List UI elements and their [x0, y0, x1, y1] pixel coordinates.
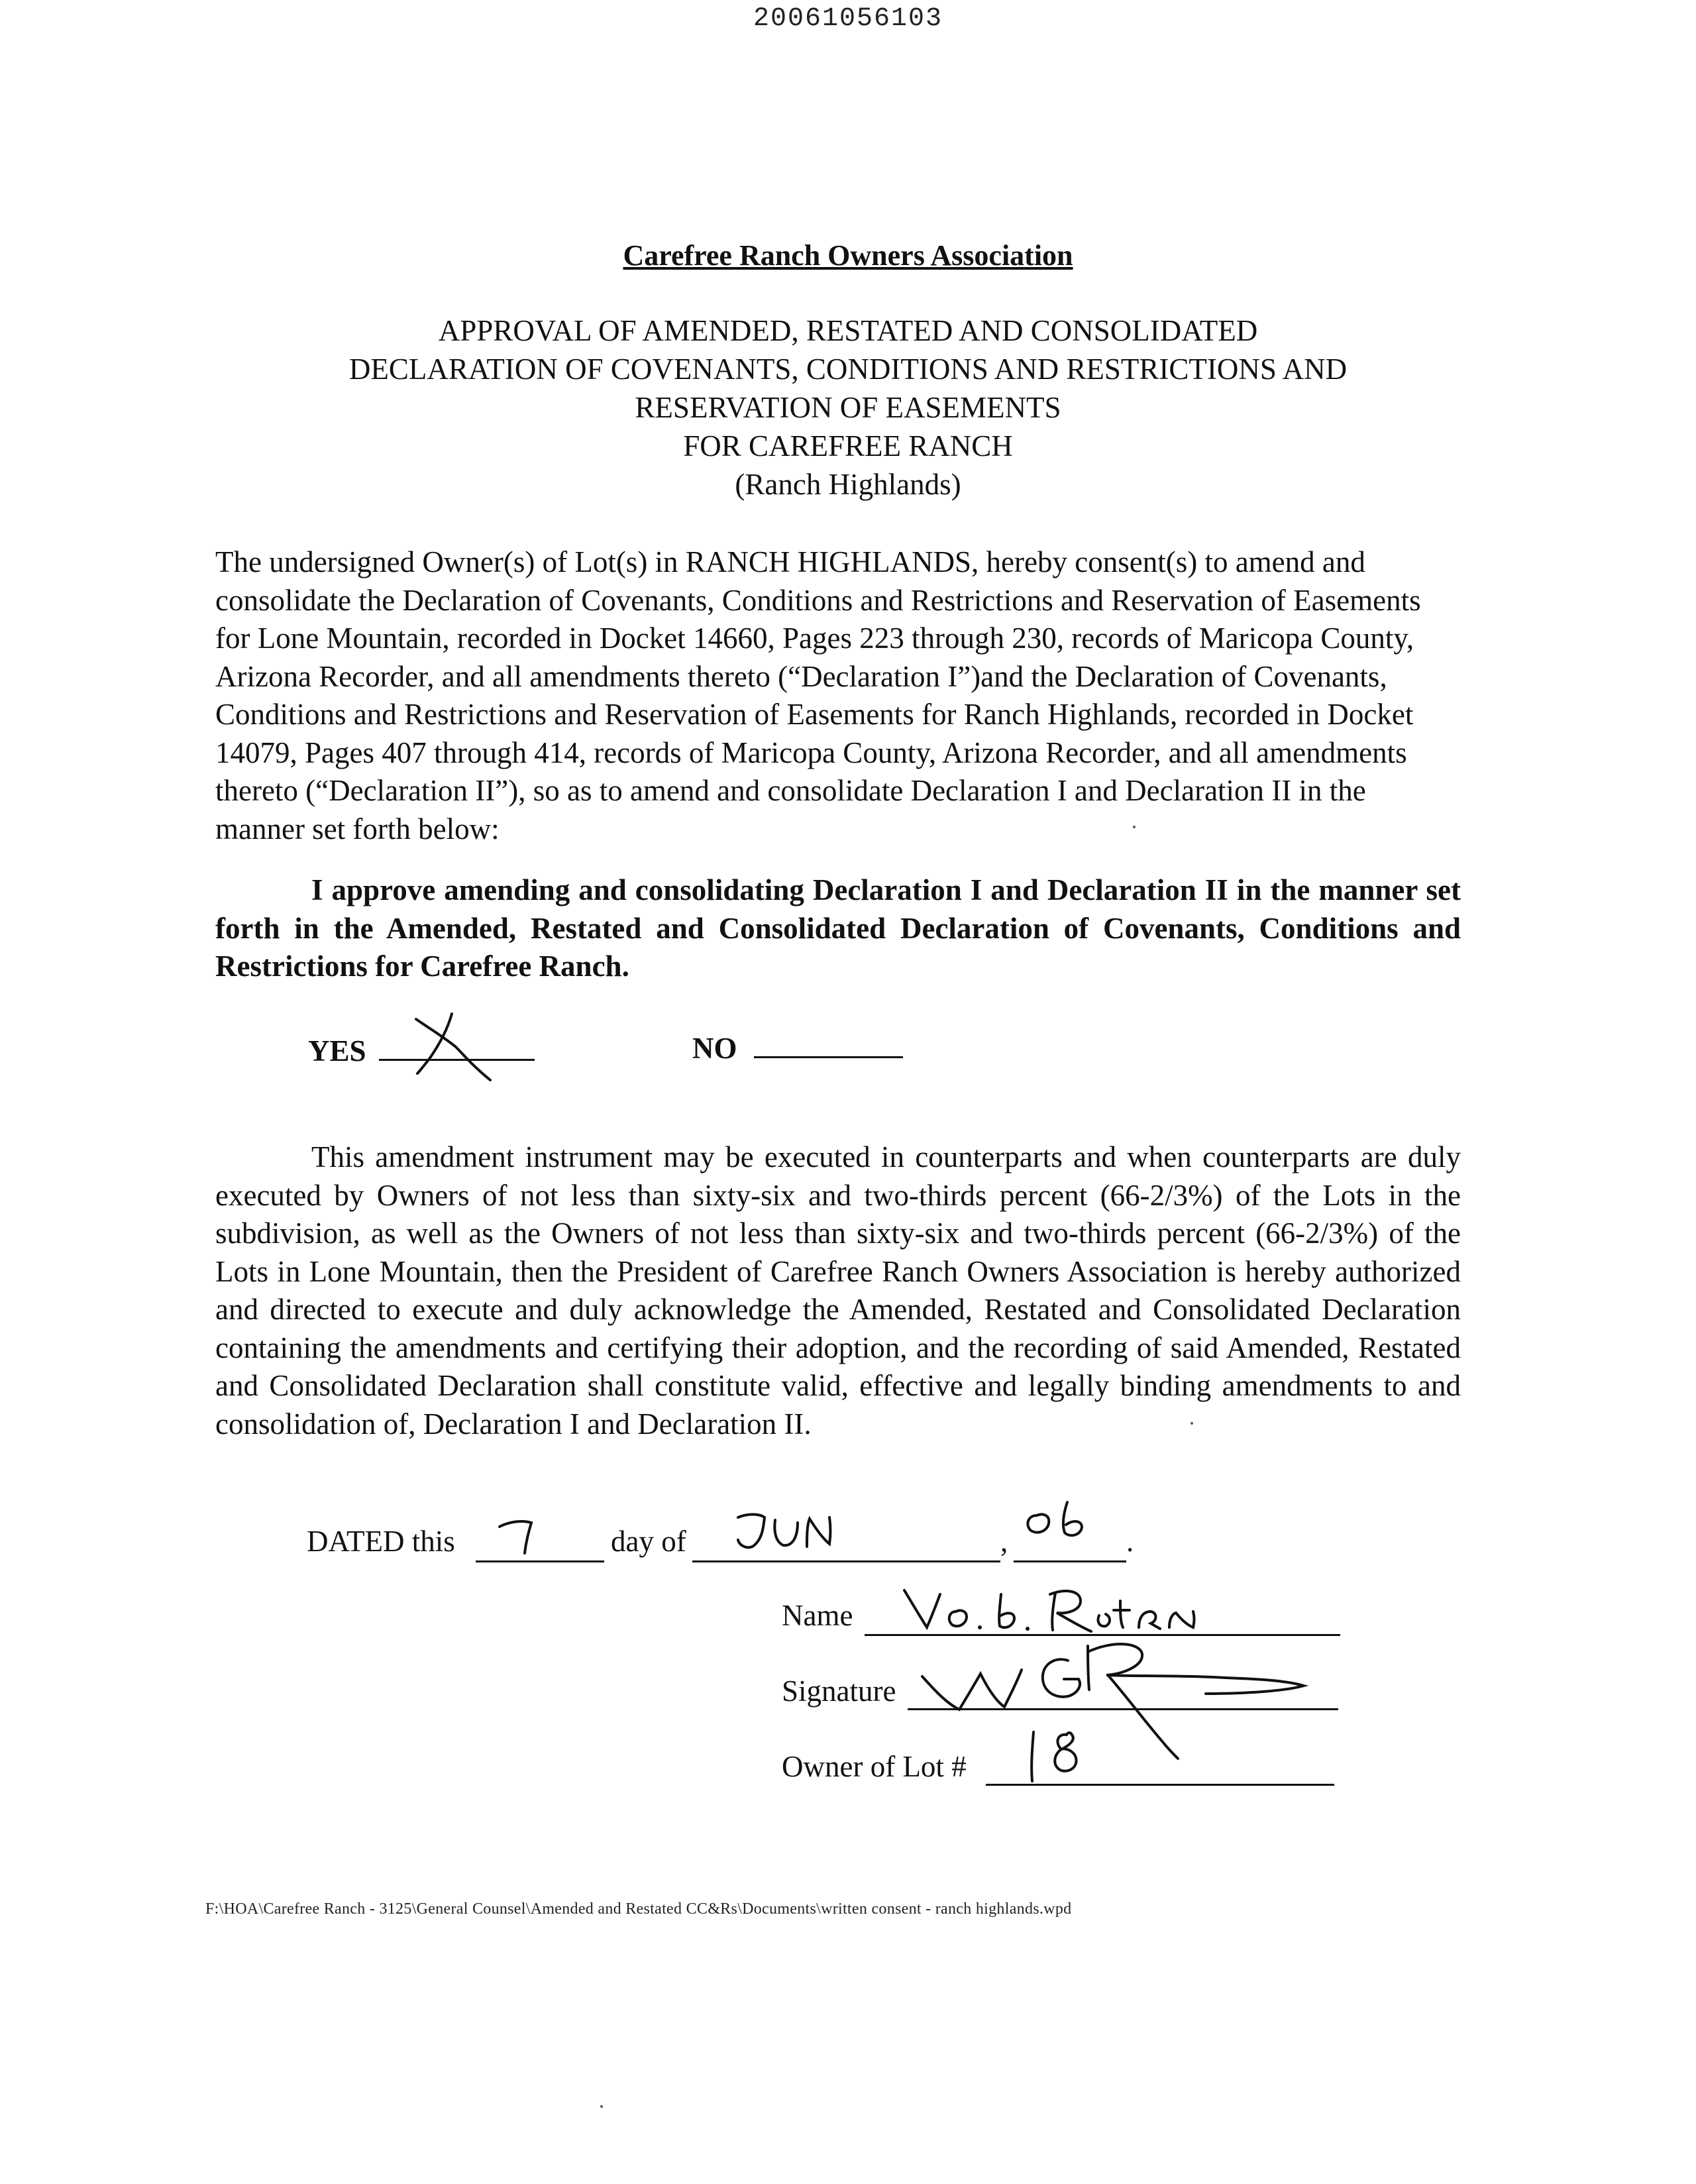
yes-label: YES — [308, 1034, 366, 1067]
name-label: Name — [782, 1599, 853, 1632]
paragraph-line: Declaration containing the amendments and certifying their adoption, and the recording of said — [215, 1293, 1461, 1364]
yes-x-mark — [398, 1007, 517, 1093]
title-line: FOR CAREFREE RANCH — [683, 429, 1013, 463]
paragraph-line: 14079, Pages 407 through 414, records of Maricopa County, Arizona Recorder, and all amendments — [215, 736, 1407, 769]
paragraph-line: for Lone Mountain, recorded in Docket 14660, Pages 223 through 230, records of Maricopa County, — [215, 622, 1414, 655]
date-comma: , — [1000, 1525, 1008, 1558]
handwritten-day — [490, 1512, 550, 1565]
handwritten-name — [898, 1581, 1242, 1641]
title-line: (Ranch Highlands) — [735, 468, 961, 501]
scan-speck — [600, 2105, 603, 2108]
paragraph-line: manner set forth below: — [215, 812, 500, 846]
lot-label: Owner of Lot # — [782, 1750, 967, 1783]
paragraph-line: amendments to and consolidation of, Declaration I and Declaration II. — [215, 1369, 1461, 1441]
handwritten-lot-number — [1020, 1723, 1100, 1789]
handwritten-x-mark — [398, 1007, 517, 1093]
title-line: DECLARATION OF COVENANTS, CONDITIONS AND RESTRICTIONS AND — [348, 353, 1348, 386]
paragraph-line: Amended, Restated and Consolidated Declaration shall constitute valid, effective and legally binding — [215, 1331, 1461, 1402]
signature-icon — [914, 1637, 1345, 1776]
organization-heading: Carefree Ranch Owners Association — [623, 239, 1073, 272]
approval-line: I approve amending and consolidating Declaration I and Declaration II in the manner — [311, 873, 1418, 906]
handwritten-year — [1017, 1494, 1103, 1547]
paragraph-line: The undersigned Owner(s) of Lot(s) in RANCH HIGHLANDS, hereby consent(s) to amend and — [215, 545, 1365, 578]
scan-speck — [1191, 1422, 1193, 1425]
title-line: RESERVATION OF EASEMENTS — [635, 391, 1061, 424]
paragraph-line: thereto (“Declaration II”), so as to amend and consolidate Declaration I and Declaration II in the — [215, 774, 1366, 807]
paragraph-line: authorized and directed to execute and duly acknowledge the Amended, Restated and Consolidated — [215, 1254, 1461, 1326]
footer-file-path: F:\HOA\Carefree Ranch - 3125\General Counsel\Amended and Restated CC&Rs\Documents\written consent - ranch highlands.wpd — [205, 1900, 1072, 1918]
handwritten-signature — [914, 1637, 1345, 1776]
consent-paragraph — [215, 543, 1461, 848]
scan-speck — [1133, 826, 1136, 828]
signature-label: Signature — [782, 1674, 896, 1708]
paragraph-line: Arizona Recorder, and all amendments thereto (“Declaration I”)and the Declaration of Covenants, — [215, 659, 1387, 693]
paragraph-line: executed by Owners of not less than sixty-six and two-thirds percent (66-2/3%) of the Lots in the — [215, 1178, 1461, 1212]
no-blank — [754, 1054, 903, 1058]
approval-line: set forth in the Amended, Restated and Consolidated Declaration of Covenants, Conditions — [215, 873, 1461, 945]
date-period: . — [1126, 1525, 1134, 1558]
paragraph-line: Lots in Lone Mountain, then the President of Carefree Ranch Owners Association is hereby — [215, 1254, 1326, 1288]
title-line: APPROVAL OF AMENDED, RESTATED AND CONSOLIDATED — [438, 314, 1258, 347]
dated-prefix: DATED this — [307, 1525, 455, 1558]
record-number: 20061056103 — [753, 4, 943, 34]
document-title — [0, 311, 1696, 504]
no-label: NO — [692, 1032, 737, 1065]
paragraph-line: This amendment instrument may be executed in counterparts and when counterparts are duly — [311, 1140, 1461, 1174]
paragraph-line: consolidate the Declaration of Covenants, Conditions and Restrictions and Reservation of Easements — [215, 583, 1421, 617]
approval-line: and Restrictions for Carefree Ranch. — [215, 911, 1461, 983]
execution-paragraph — [215, 1138, 1461, 1443]
approval-statement — [215, 871, 1461, 986]
paragraph-line: subdivision, as well as the Owners of not less than sixty-six and two-thirds percent (66-2/3%) of the — [215, 1217, 1461, 1250]
handwritten-month — [729, 1503, 841, 1562]
no-option[interactable] — [692, 1031, 903, 1065]
day-of-label: day of — [611, 1525, 686, 1558]
year-blank[interactable] — [1014, 1560, 1126, 1562]
paragraph-line: Conditions and Restrictions and Reservation of Easements for Ranch Highlands, recorded in Docket — [215, 698, 1414, 731]
